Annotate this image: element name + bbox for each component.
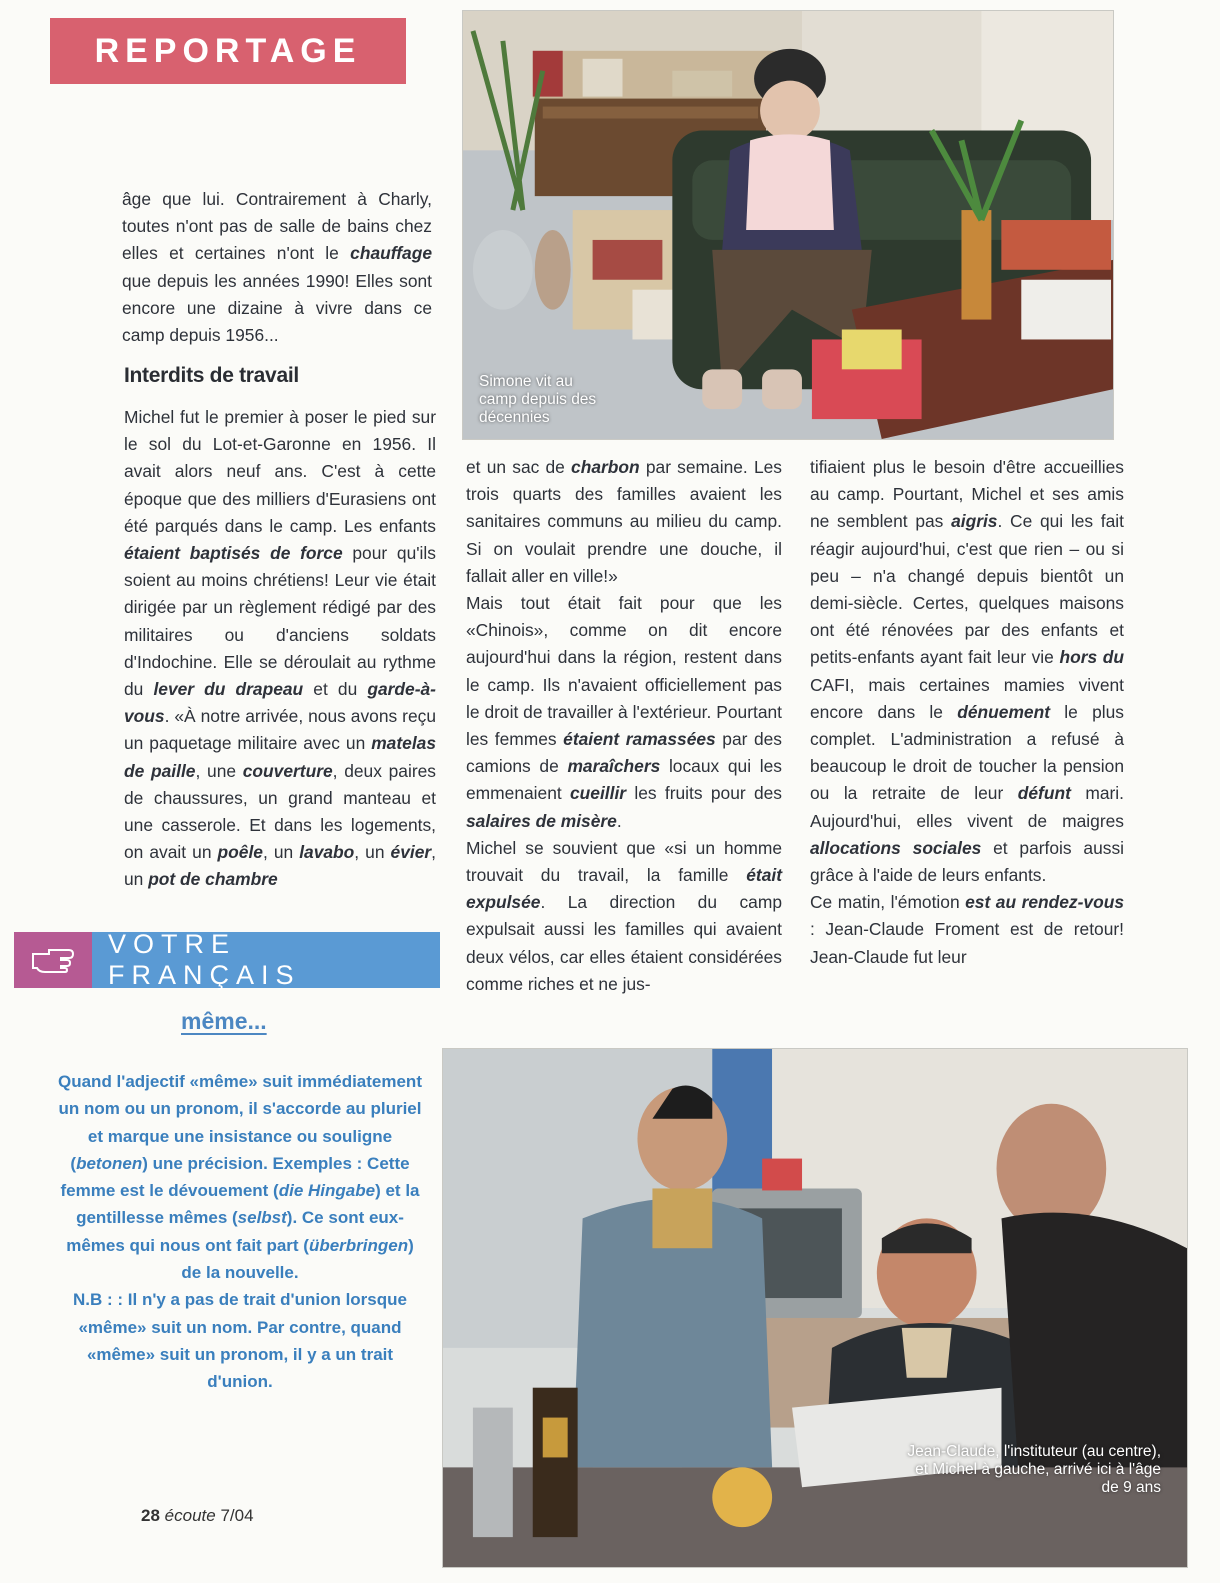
photo-jean-claude-caption: Jean-Claude, l'instituteur (au centre), et Michel à gauche, arrivé ici à l'âge de 9 ans xyxy=(907,1443,1161,1496)
text-run: et parfois aussi grâce à l'aide de leurs enfants. xyxy=(810,837,1124,886)
intro-paragraph xyxy=(122,186,432,349)
text-run-emphasis: maraîchers xyxy=(567,756,661,777)
text-run: par des camions de xyxy=(466,729,782,777)
photo-simone xyxy=(462,10,1114,440)
text-run: Michel fut le premier à poser le pied sur le sol du Lot-et-Garonne en 1956. Il avait alors neuf ans. C'est à cette époque que des milliers d'Eurasiens ont été parqués dans le camp. Les enfants xyxy=(124,407,436,536)
text-run-translation: die Hingabe xyxy=(278,1181,376,1201)
article-column-1 xyxy=(124,404,436,894)
text-run-emphasis: dénuement xyxy=(957,701,1051,722)
grammar-note-nb: N.B : : Il n'y a pas de trait d'union lorsque «même» suit un nom. Par contre, quand «même» suit un pronom, il y a un trait d'union. xyxy=(73,1290,407,1392)
text-run: CAFI, mais certaines mamies vivent encore dans le xyxy=(810,674,1124,722)
issue-number: 7/04 xyxy=(220,1506,254,1525)
text-run-emphasis: étaient baptisés de force xyxy=(124,543,343,564)
text-run: âge que lui. Contrairement à Charly, toutes n'ont pas de salle de bains chez elles et certaines n'ont le xyxy=(122,189,432,264)
text-run: , une xyxy=(195,760,243,781)
text-run-emphasis: cueillir xyxy=(570,783,627,804)
text-run: , deux paires de chaussures, un grand manteau et une casserole. Et dans les logements, on avait un xyxy=(124,760,436,863)
text-run-emphasis: couverture xyxy=(242,760,333,781)
text-run-emphasis: aigris xyxy=(951,511,998,532)
grammar-note xyxy=(54,1068,426,1396)
text-run-emphasis: poêle xyxy=(217,842,263,863)
article-column-3 xyxy=(810,454,1124,971)
article-column-2 xyxy=(466,454,782,998)
votre-francais-title: VOTRE FRANÇAIS xyxy=(92,932,440,988)
text-run: ) une précision. Exemples : Cette femme est le dévouement ( xyxy=(60,1153,410,1201)
vocabulary-word: même... xyxy=(181,1008,267,1034)
magazine-name: écoute xyxy=(164,1506,216,1525)
text-run-emphasis: lavabo xyxy=(299,842,355,863)
text-run: Quand l'adjectif «même» suit immédiatement un nom ou un pronom, il s'accorde au pluriel et marque une insistance ou souligne ( xyxy=(58,1072,422,1173)
text-run: ) et la gentillesse mêmes ( xyxy=(76,1181,420,1228)
text-run: ). Ce sont eux-mêmes qui nous ont fait part ( xyxy=(66,1208,404,1255)
page-number: 28 xyxy=(141,1506,160,1525)
photo-simone-caption: Simone vit au camp depuis des décennies xyxy=(479,373,597,426)
text-run-emphasis: allocations sociales xyxy=(810,837,982,858)
page-footer xyxy=(141,1506,254,1526)
text-run-emphasis: étaient ramassées xyxy=(563,729,716,750)
photo-jean-claude xyxy=(442,1048,1188,1568)
votre-francais-banner xyxy=(14,929,440,990)
text-run-emphasis: matelas de paille xyxy=(124,733,436,781)
section-tag-label: REPORTAGE xyxy=(94,31,362,70)
text-run-emphasis: charbon xyxy=(571,457,640,477)
text-run-translation: selbst xyxy=(237,1208,287,1228)
text-run-emphasis: garde-à-vous xyxy=(124,679,436,727)
section-tag xyxy=(50,18,406,84)
text-run-emphasis: lever du drapeau xyxy=(153,679,304,700)
text-run-emphasis: salaires de misère xyxy=(466,810,617,831)
text-run: le plus complet. L'administration a refusé à beaucoup le droit de toucher la pension ou la retraite de leur xyxy=(810,701,1124,804)
pointing-hand-icon xyxy=(14,932,92,988)
subheading: Interdits de travail xyxy=(124,364,299,387)
text-run: par semaine. Les trois quarts des familles avaient les sanitaires communs au milieu du camp. Si on voulait prendre une douche, il fallait aller en ville!» xyxy=(466,457,782,586)
text-run-emphasis: était expulsée xyxy=(466,865,782,913)
text-run: , un xyxy=(262,842,300,863)
text-run-emphasis: hors du xyxy=(1059,647,1124,668)
text-run: . La direction du camp expulsait aussi les familles qui avaient deux vélos, car elles étaient considérées comme riches et ne jus- xyxy=(466,892,782,994)
text-run: . Ce qui les fait réagir aujourd'hui, c'est que rien – ou si peu – n'a changé depuis bientôt un demi-siècle. Certes, quelques maisons ont été rénovées par des enfants et petits-enfants ayant fait leur vie xyxy=(810,511,1124,668)
text-run: . xyxy=(616,810,622,831)
text-run: Michel se souvient que «si un homme trouvait du travail, la famille xyxy=(466,837,782,886)
text-run: Ce matin, l'émotion xyxy=(810,892,966,913)
text-run-emphasis: évier xyxy=(390,842,432,863)
text-run: . «À notre arrivée, nous avons reçu un paquetage militaire avec un xyxy=(124,706,436,754)
text-run: : Jean-Claude Froment est de retour! Jean-Claude fut leur xyxy=(810,919,1124,967)
text-run-translation: betonen xyxy=(76,1153,143,1173)
text-run-emphasis: chauffage xyxy=(350,243,432,264)
text-run: tifiaient plus le besoin d'être accueillies au camp. Pourtant, Michel et ses amis ne semblent pas xyxy=(810,457,1124,532)
text-run-emphasis: défunt xyxy=(1017,783,1071,804)
text-run: pour qu'ils soient au moins chrétiens! Leur vie était dirigée par un règlement rédigé par des militaires ou d'anciens soldats d'Indochine. Elle se déroulait au rythme du xyxy=(124,543,436,700)
text-run: , un xyxy=(124,842,437,890)
text-run: et un sac de xyxy=(466,457,572,477)
text-run: Mais tout était fait pour que les «Chinois», comme on dit encore aujourd'hui dans la région, restent dans le camp. Ils n'avaient officiellement pas le droit de travailler à l'extérieur. Pourtant les femmes xyxy=(466,593,782,750)
text-run: ) de la nouvelle. xyxy=(181,1235,414,1283)
text-run: et du xyxy=(303,679,368,700)
text-run: que depuis les années 1990! Elles sont encore une dizaine à vivre dans ce camp depuis 1956... xyxy=(122,270,432,346)
text-run: , un xyxy=(354,842,391,863)
text-run-emphasis: pot de chambre xyxy=(148,869,278,890)
text-run: locaux qui les emmenaient xyxy=(466,756,782,804)
text-run: mari. Aujourd'hui, elles vivent de maigres xyxy=(810,783,1124,831)
text-run: les fruits pour des xyxy=(626,783,783,804)
text-run-translation: überbringen xyxy=(308,1235,409,1255)
text-run-emphasis: est au rendez-vous xyxy=(965,892,1124,913)
